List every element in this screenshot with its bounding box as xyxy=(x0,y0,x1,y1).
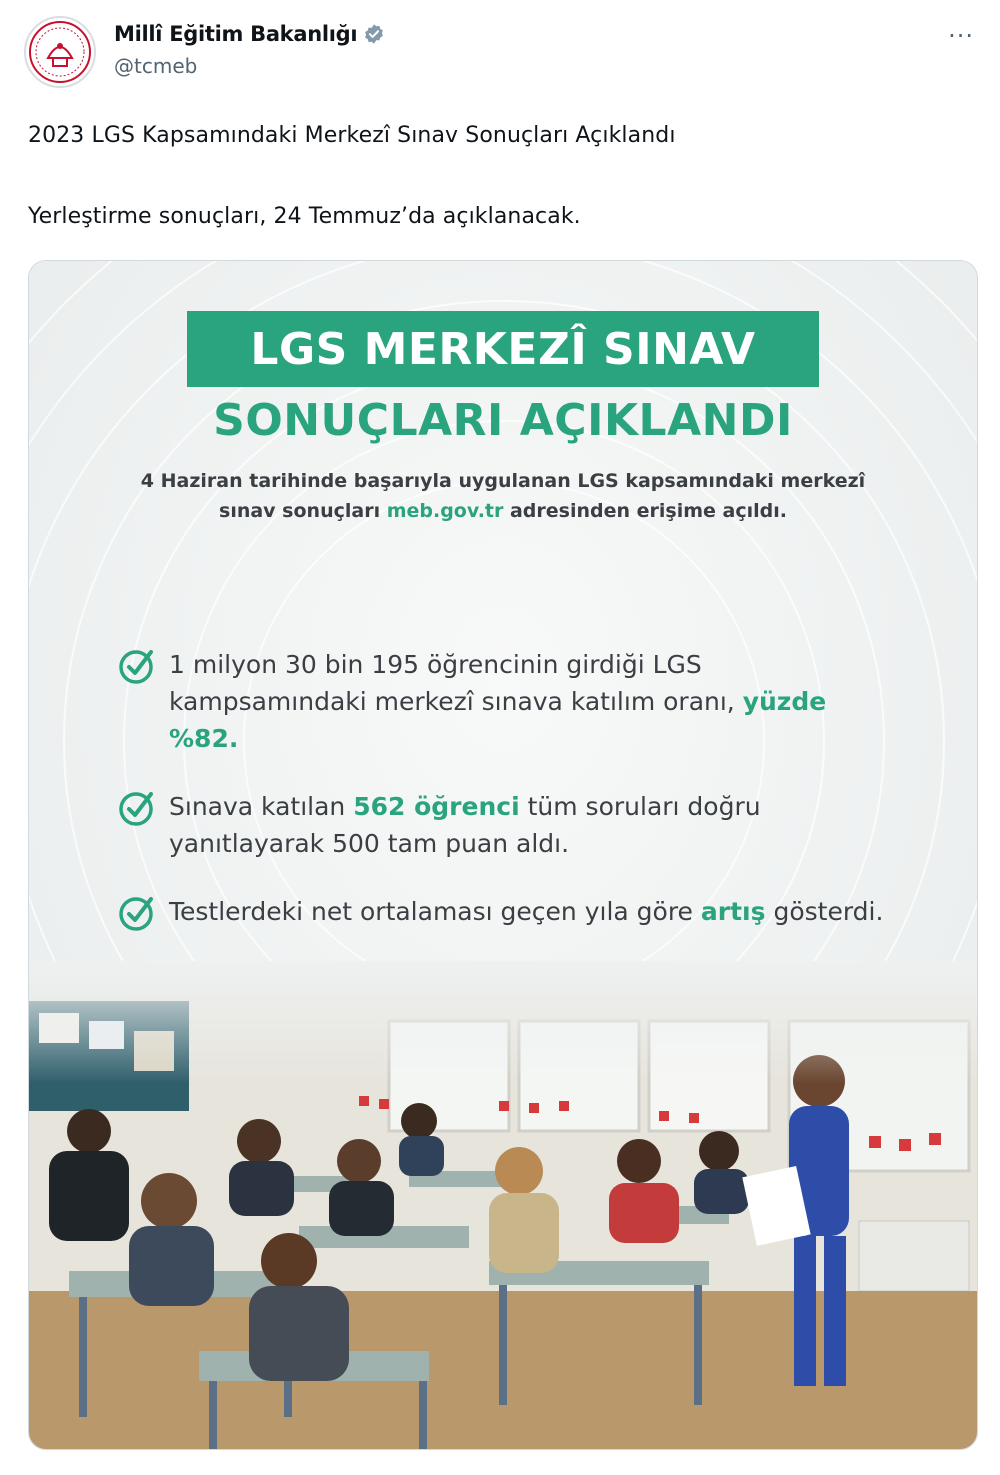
more-options-icon[interactable]: ··· xyxy=(948,22,974,50)
avatar[interactable] xyxy=(24,16,96,88)
bullet-item xyxy=(117,893,897,930)
bullet-text: 1 milyon 30 bin 195 öğrencinin girdiği LGS kampsamındaki merkezî sınava katılım oranı, xyxy=(169,650,743,716)
bullet-list xyxy=(117,646,897,961)
verified-badge-icon xyxy=(363,23,385,45)
author-handle[interactable]: @tcmeb xyxy=(114,54,198,78)
author-name[interactable]: Millî Eğitim Bakanlığı xyxy=(114,22,358,46)
check-circle-icon xyxy=(117,788,157,828)
desc-part-3: adresinden erişime açıldı. xyxy=(503,500,787,522)
classroom-exam-photo xyxy=(29,961,978,1450)
title-line-1: LGS MERKEZÎ SINAV xyxy=(250,323,756,375)
desc-part-2: sınav sonuçları xyxy=(219,500,387,522)
bullet-highlight: 562 öğrenci xyxy=(353,792,520,821)
tweet-media-card[interactable] xyxy=(28,260,978,1450)
tweet-text-line-2: Yerleştirme sonuçları, 24 Temmuz’da açıklanacak. xyxy=(28,204,581,229)
bullet-item xyxy=(117,646,897,757)
bullet-text-end: gösterdi. xyxy=(765,897,884,926)
check-circle-icon xyxy=(117,646,157,686)
meb-logo-icon xyxy=(26,18,94,86)
title-banner xyxy=(187,311,819,387)
bullet-item xyxy=(117,788,897,862)
tweet-header xyxy=(0,0,1000,110)
bullet-highlight: artış xyxy=(700,897,766,926)
bullet-highlight: yüzde %82. xyxy=(169,687,827,753)
check-circle-icon xyxy=(117,893,157,933)
title-line-2: SONUÇLARI AÇIKLANDI xyxy=(213,395,793,446)
desc-part-1: 4 Haziran tarihinde başarıyla uygulanan LGS kapsamındaki merkezî xyxy=(140,470,866,492)
desc-link: meb.gov.tr xyxy=(386,500,504,522)
bullet-text: Testlerdeki net ortalaması geçen yıla göre xyxy=(169,897,701,926)
tweet-text-line-1: 2023 LGS Kapsamındaki Merkezî Sınav Sonuçları Açıklandı xyxy=(28,123,676,148)
bullet-text: Sınava katılan xyxy=(169,792,354,821)
media-description xyxy=(69,466,937,526)
bullet-text-end: tüm soruları doğru yanıtlayarak 500 tam puan aldı. xyxy=(169,792,761,858)
